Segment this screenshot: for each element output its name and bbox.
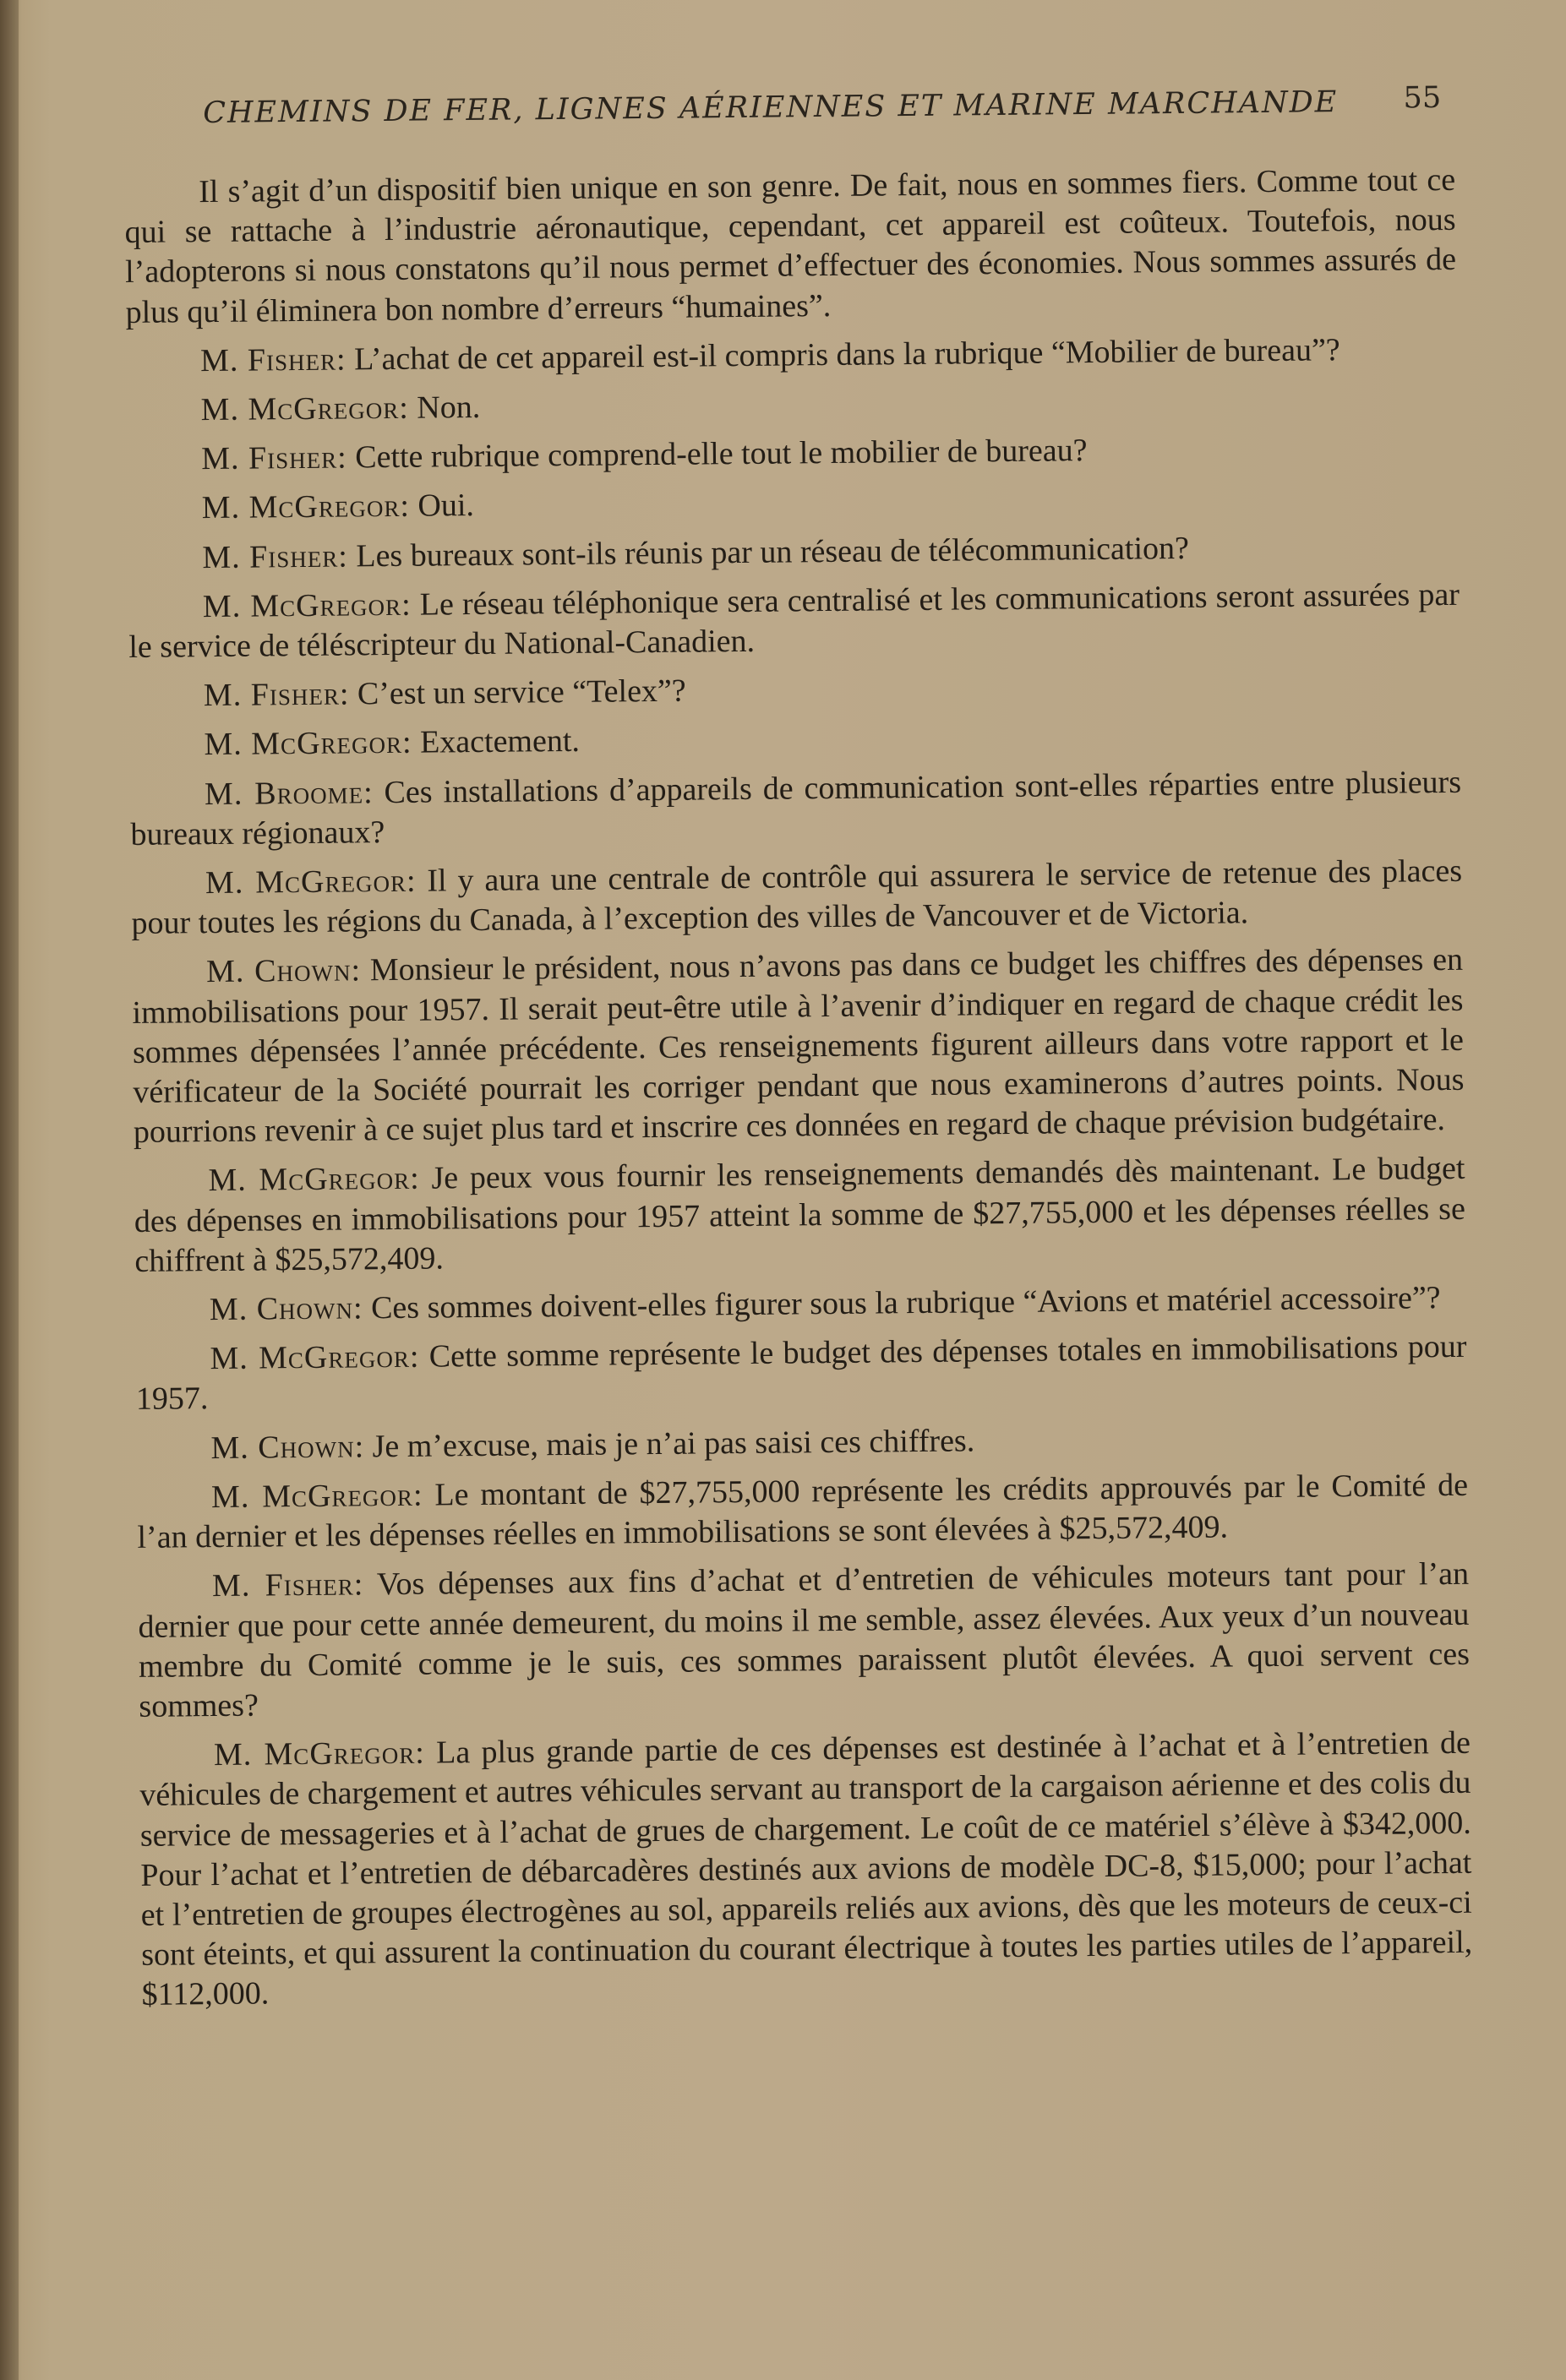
paragraph <box>128 477 1459 529</box>
speaker-name: M. Chown: <box>205 952 362 990</box>
speaker-name: M. Chown: <box>210 1429 365 1466</box>
paragraph <box>130 762 1462 855</box>
paragraph <box>135 1327 1467 1420</box>
paragraph <box>127 428 1458 480</box>
paragraph <box>128 526 1459 578</box>
paragraph-text: Le montant de $27,755,000 représente les crédits approuvés par le Comité de l’an dernier et les dépenses réelles en immobilisations se sont élevées à $25,572,409. <box>137 1467 1469 1556</box>
paragraph-text: Vos dépenses aux fins d’achat et d’entretien de véhicules moteurs tant pour l’an dernier que pour cette année demeurent, du moins il me semble, assez élevées. Aux yeux d’un nouveau membre du Comité comme je le suis, ces sommes paraissent plutôt élevées. A quoi servent ces sommes? <box>138 1556 1471 1724</box>
paragraph-text: Exactement. <box>419 723 581 761</box>
book-spine-shadow <box>0 0 19 2380</box>
paragraph-text: Je m’excuse, mais je n’ai pas saisi ces chiffres. <box>372 1423 975 1464</box>
paragraph <box>124 161 1457 333</box>
paragraph <box>139 1724 1473 2016</box>
paragraph-text: Non. <box>417 389 481 426</box>
paragraph-text: La plus grande partie de ces dépenses est destinée à l’achat et à l’entretien de véhicules de chargement et autres véhicules servant au transport de la cargaison aérienne et des colis du service de messageries et à l’achat de grues de chargement. Le coût de ce matériel s’élève à $342,000. Pour l’achat et l’entretien de débarcadères destinés aux avions de modèle DC-8, $15,000; pour l’achat et l’entretien de groupes électrogènes au sol, appareils reliés aux avions, dès que les moteurs de ceux-ci sont éteints, et qui assurent la continuation du courant électrique à toutes les parties utiles de l’appareil, $112,000. <box>139 1724 1473 2013</box>
speaker-name: M. Fisher: <box>211 1566 364 1604</box>
body-text <box>124 161 1473 2025</box>
paragraph-text: Ces installations d’appareils de communication sont-elles réparties entre plusieurs bureaux régionaux? <box>130 764 1462 852</box>
paragraph <box>135 1278 1466 1331</box>
paragraph-text: Le réseau téléphonique sera centralisé et les communications seront assurées par le service de téléscripteur du National-Canadien. <box>128 576 1460 666</box>
paragraph-text: Ces sommes doivent-elles figurer sous la rubrique “Avions et matériel accessoire”? <box>370 1280 1441 1326</box>
paragraph <box>129 713 1460 765</box>
paragraph <box>128 575 1460 668</box>
running-head: CHEMINS DE FER, LIGNES AÉRIENNES ET MARINE MARCHANDE <box>203 85 1339 130</box>
speaker-name: M. Fisher: <box>201 439 347 477</box>
speaker-name: M. McGregor: <box>210 1338 420 1377</box>
paragraph <box>137 1466 1469 1559</box>
paragraph <box>132 940 1465 1152</box>
speaker-name: M. McGregor: <box>204 725 412 763</box>
speaker-name: M. McGregor: <box>210 1477 423 1515</box>
paragraph-text: Cette somme représente le budget des dépenses totales en immobilisations pour 1957. <box>135 1329 1467 1418</box>
page-number: 55 <box>1403 80 1442 116</box>
speaker-name: M. Fisher: <box>203 676 350 714</box>
paragraph-text: Il y aura une centrale de contrôle qui assurera le service de retenue des places pour toutes les régions du Canada, à l’exception des villes de Vancouver et de Victoria. <box>131 852 1463 942</box>
speaker-name: M. McGregor: <box>201 488 411 526</box>
speaker-name: M. Fisher: <box>202 538 349 575</box>
paragraph <box>126 329 1457 382</box>
paragraph-text: Je peux vous fournir les renseignements demandés dès maintenant. Le budget des dépenses en immobilisations pour 1957 atteint la somme de $27,755,000 et les dépenses réelles se chiffrent à $25,572,409. <box>134 1151 1466 1279</box>
paragraph <box>134 1149 1465 1282</box>
paragraph-text: L’achat de cet appareil est-il compris dans la rubrique “Mobilier de bureau”? <box>353 332 1340 378</box>
speaker-name: M. Broome: <box>204 774 374 812</box>
paragraph <box>126 379 1457 431</box>
paragraph <box>131 852 1463 945</box>
speaker-name: M. Fisher: <box>199 341 346 379</box>
paragraph <box>129 664 1460 716</box>
paragraph <box>138 1555 1471 1727</box>
paragraph-text: Il s’agit d’un dispositif bien unique en son genre. De fait, nous en sommes fiers. Comme tout ce qui se rattache à l’industrie aéronautique, cependant, cet appareil est coûteux. Toutefois, nous l’adopterons si nous constatons qu’il nous permet d’effectuer des économies. Nous sommes assurés de plus qu’il éliminera bon nombre d’erreurs “humaines”. <box>124 161 1457 330</box>
paragraph-text: Cette rubrique comprend-elle tout le mobilier de bureau? <box>355 433 1088 476</box>
paragraph-text: C’est un service “Telex”? <box>357 673 686 712</box>
speaker-name: M. McGregor: <box>200 389 409 428</box>
page-header <box>203 81 1442 144</box>
paragraph-text: Les bureaux sont-ils réunis par un réseau de télécommunication? <box>356 530 1190 575</box>
speaker-name: M. McGregor: <box>213 1735 426 1773</box>
speaker-name: M. McGregor: <box>202 586 412 624</box>
paragraph-text: Oui. <box>417 487 475 525</box>
paragraph <box>136 1417 1467 1469</box>
speaker-name: M. McGregor: <box>205 863 417 901</box>
speaker-name: M. Chown: <box>209 1290 363 1328</box>
paragraph-text: Monsieur le président, nous n’avons pas dans ce budget les chiffres des dépenses en immobilisations pour 1957. Il serait peut-être utile à l’avenir d’indiquer en regard de chaque crédit les sommes dépensées l’année précédente. Ces renseignements figurent ailleurs dans votre rapport et le vérificateur de la Société pourrait les corriger pendant que nous examinerons d’autres points. Nous pourrions revenir à ce sujet plus tard et inscrire ces données en regard de chaque prévision budgétaire. <box>132 942 1465 1151</box>
speaker-name: M. McGregor: <box>208 1161 420 1199</box>
